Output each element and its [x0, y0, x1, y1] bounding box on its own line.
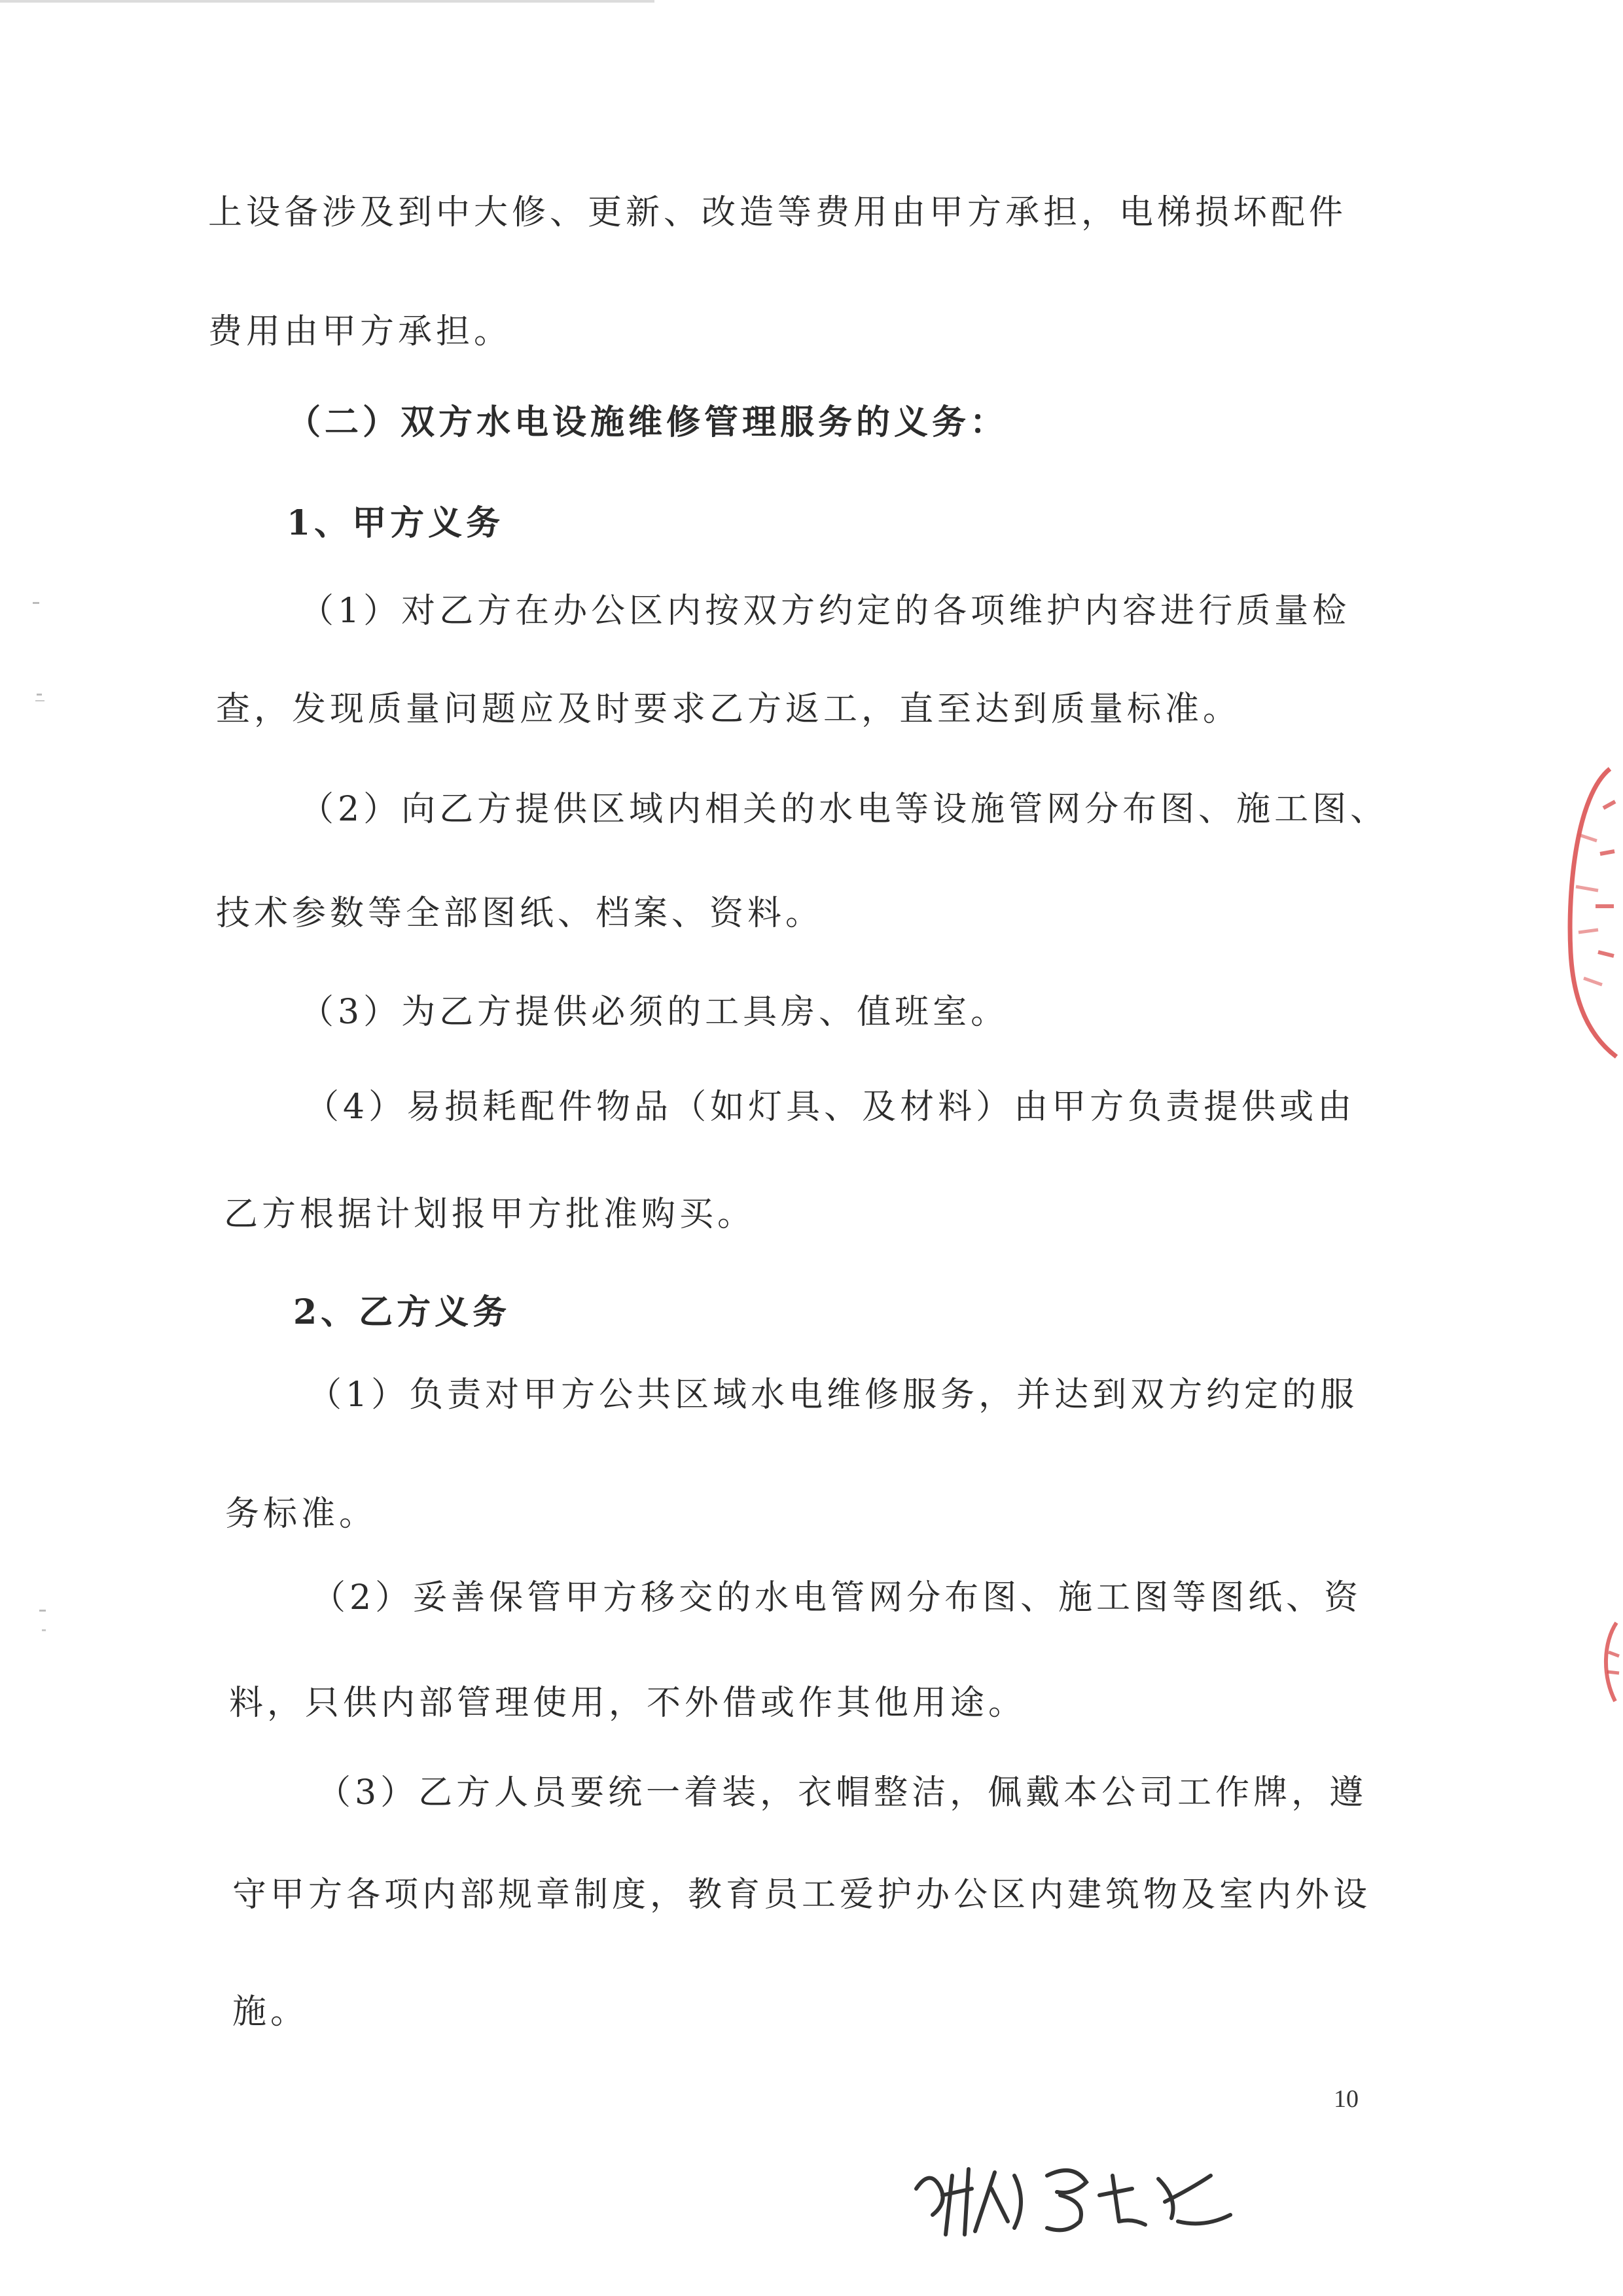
red-seal-fragment — [1564, 756, 1623, 1063]
body-line-9: 乙方根据计划报甲方批准购买。 — [224, 1195, 756, 1234]
subheading-party-b: 2、乙方义务 — [293, 1292, 511, 1332]
subheading-party-a: 1、甲方义务 — [287, 503, 505, 543]
body-line-11: 务标准。 — [225, 1494, 378, 1534]
body-line-6: 技术参数等全部图纸、档案、资料。 — [216, 894, 824, 933]
scan-edge-line — [0, 0, 654, 3]
body-line-7: （3）为乙方提供必须的工具房、值班室。 — [300, 993, 1009, 1032]
body-line-10: （1）负责对甲方公共区域水电维修服务，并达到双方约定的服 — [308, 1375, 1359, 1415]
handwritten-signature — [903, 2149, 1243, 2248]
section-heading: （二）双方水电设施维修管理服务的义务： — [287, 402, 1008, 442]
red-seal-fragment-lower — [1597, 1616, 1623, 1708]
body-line-12: （2）妥善保管甲方移交的水电管网分布图、施工图等图纸、资 — [312, 1578, 1363, 1617]
body-line-13: 料，只供内部管理使用，不外借或作其他用途。 — [229, 1684, 1027, 1723]
body-line-1: 上设备涉及到中大修、更新、改造等费用由甲方承担，电梯损坏配件 — [208, 193, 1347, 232]
body-line-4: 查，发现质量问题应及时要求乙方返工，直至达到质量标准。 — [216, 690, 1241, 729]
body-line-2: 费用由甲方承担。 — [208, 312, 512, 351]
body-line-8: （4）易损耗配件物品（如灯具、及材料）由甲方负责提供或由 — [305, 1087, 1356, 1127]
scan-specks — [13, 589, 65, 1767]
body-line-14: （3）乙方人员要统一着装，衣帽整洁，佩戴本公司工作牌，遵 — [317, 1773, 1368, 1812]
body-line-15: 守甲方各项内部规章制度，教育员工爱护办公区内建筑物及室内外设 — [232, 1875, 1372, 1915]
body-line-16: 施。 — [232, 1992, 309, 2032]
body-line-5: （2）向乙方提供区域内相关的水电等设施管网分布图、施工图、 — [300, 790, 1389, 829]
page-number: 10 — [1334, 2085, 1359, 2113]
body-line-3: （1）对乙方在办公区内按双方约定的各项维护内容进行质量检 — [300, 592, 1351, 631]
